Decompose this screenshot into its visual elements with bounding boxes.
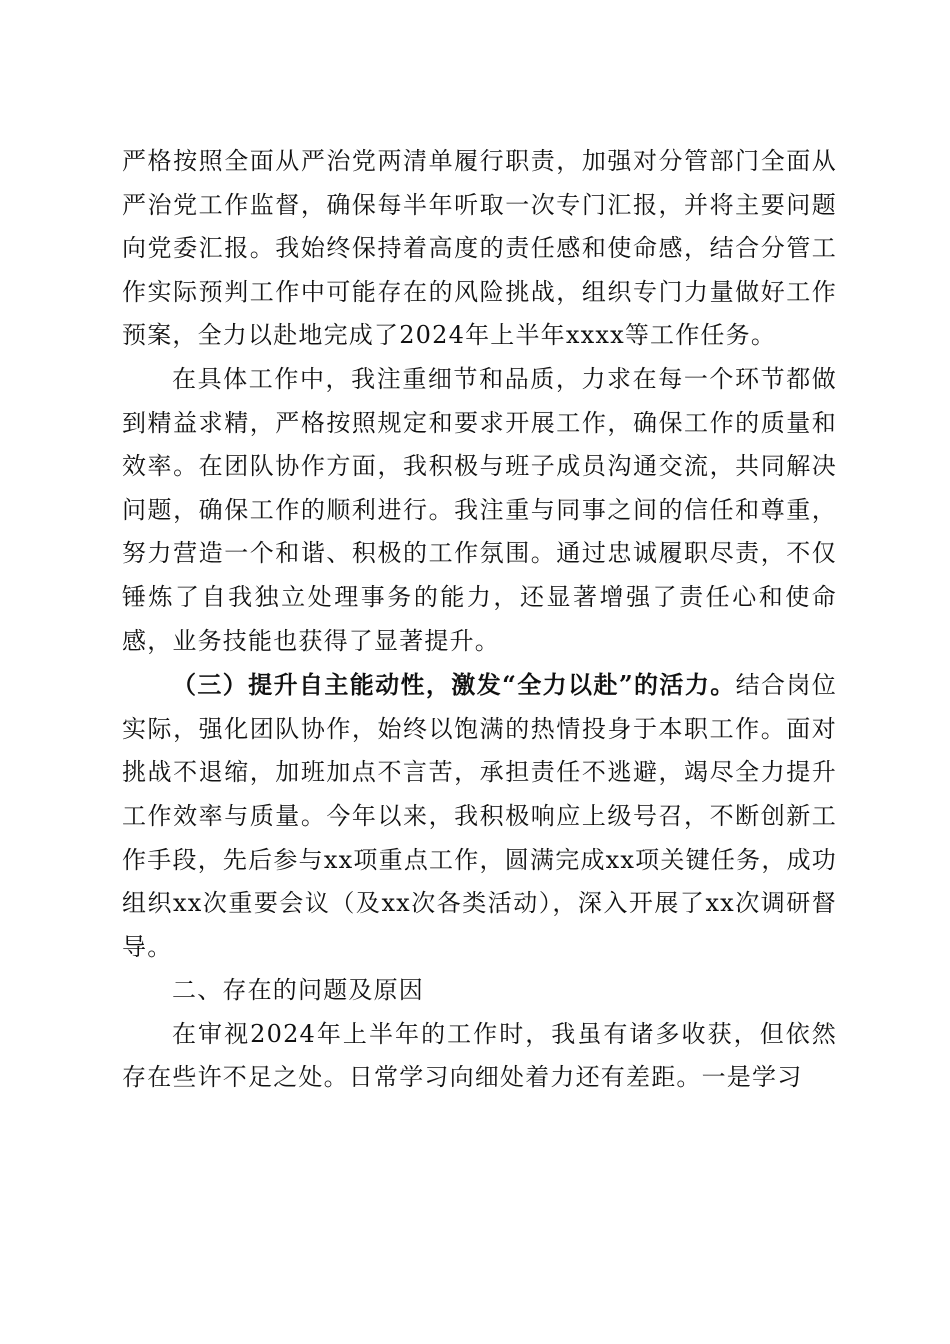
- paragraph-problems: 在审视2024年上半年的工作时，我虽有诸多收获，但依然存在些许不足之处。日常学习向细处着力还有差距。一是学习: [122, 1019, 837, 1092]
- paragraph-continued: 严格按照全面从严治党两清单履行职责，加强对分管部门全面从严治党工作监督，确保每半年听取一次专门汇报，并将主要问题向党委汇报。我始终保持着高度的责任感和使命感，结合分管工作实际预判工作中可能存在的风险挑战，组织专门力量做好工作预案，全力以赴地完成了2024年上半年xxxx等工作任务。: [122, 147, 837, 350]
- section-three-body: 结合岗位实际，强化团队协作，始终以饱满的热情投身于本职工作。面对挑战不退缩，加班加点不言苦，承担责任不逃避，竭尽全力提升工作效率与质量。今年以来，我积极响应上级号召，不断创新工作手段，先后参与xx项重点工作，圆满完成xx项关键任务，成功组织xx次重要会议（及xx次各类活动），深入开展了xx次调研督导。: [122, 671, 837, 961]
- section-three-title: （三）提升自主能动性，激发“全力以赴”的活力。: [172, 670, 736, 700]
- document-page: [122, 140, 837, 1100]
- paragraph-work-details: 在具体工作中，我注重细节和品质，力求在每一个环节都做到精益求精，严格按照规定和要求开展工作，确保工作的质量和效率。在团队协作方面，我积极与班子成员沟通交流，共同解决问题，确保工作的顺利进行。我注重与同事之间的信任和尊重，努力营造一个和谐、积极的工作氛围。通过忠诚履职尽责，不仅锤炼了自我独立处理事务的能力，还显著增强了责任心和使命感，业务技能也获得了显著提升。: [122, 364, 837, 655]
- section-heading-problems: 二、存在的问题及原因: [172, 976, 424, 1005]
- paragraph-section-three: [122, 663, 837, 969]
